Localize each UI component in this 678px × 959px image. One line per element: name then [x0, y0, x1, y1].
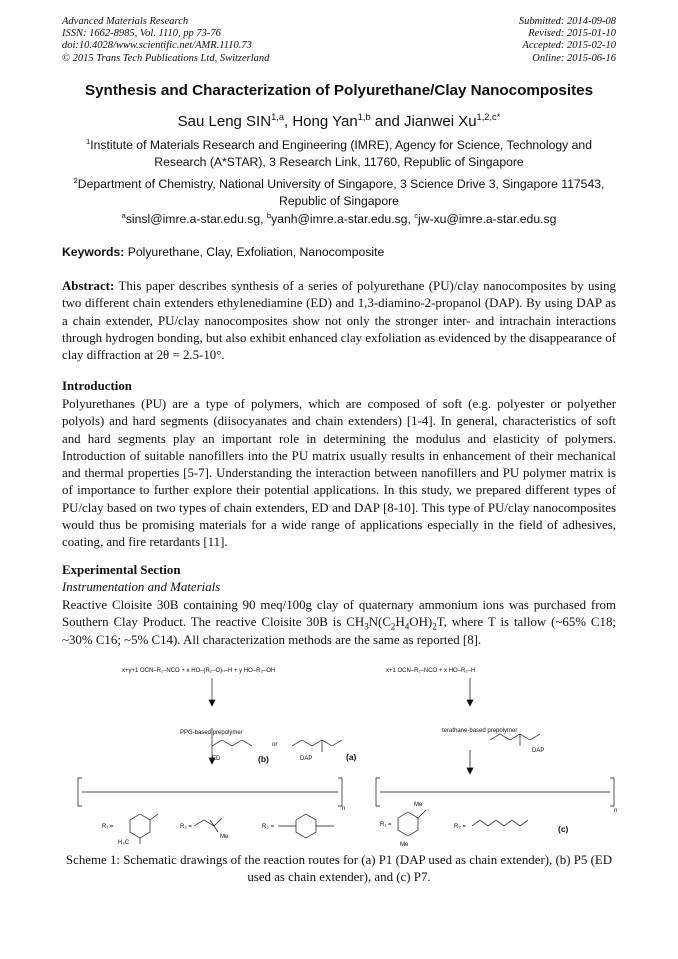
- reaction-scheme: [62, 660, 616, 848]
- revised-date: Revised: 2015-01-10: [528, 28, 616, 40]
- keywords: [62, 245, 616, 259]
- email-line: [62, 211, 616, 228]
- issn: ISSN: 1662-8985, Vol. 1110, pp 73-76: [62, 28, 221, 40]
- bracket-right: [338, 778, 342, 806]
- abstract-label: Abstract:: [62, 279, 115, 293]
- r2-fragment: [194, 818, 222, 826]
- substituent-bond: [150, 814, 158, 820]
- journal-name: Advanced Materials Research: [62, 16, 189, 27]
- author-sup: 1,b: [357, 112, 371, 122]
- benzene-ring: [130, 814, 150, 838]
- author-list: [0, 113, 678, 130]
- bracket-right: [610, 778, 614, 806]
- r2-label: R₂ =: [180, 824, 192, 830]
- author-name: Sau Leng SIN: [177, 113, 272, 130]
- author-name: Jianwei Xu: [404, 113, 477, 130]
- keywords-label: Keywords:: [62, 245, 125, 259]
- email-sup: a: [121, 210, 126, 220]
- me-label: Me: [414, 802, 423, 808]
- author-separator: and: [370, 113, 404, 130]
- email-separator: ,: [260, 212, 267, 226]
- dap-label-right: DAP: [532, 748, 545, 754]
- label-c: (c): [558, 824, 569, 834]
- affiliation-2: [62, 176, 616, 209]
- section-heading-introduction: Introduction: [62, 379, 132, 393]
- text-run: T, where T is tallow (~65% C18; ~30% C16; ~5% C14). All characterization methods are the same as reported [8].: [62, 615, 616, 647]
- affiliation-text: Department of Chemistry, National University of Singapore, 3 Science Drive 3, Singapore 117543, Republic of Singapore: [77, 177, 605, 208]
- cyclohexane-ring: [296, 814, 316, 838]
- repeat-n: n: [614, 808, 618, 814]
- email-link[interactable]: jw-xu@imre.a-star.edu.sg: [418, 212, 557, 226]
- left-reactants: x+y+1 OCN–R₁–NCO + x HO–(R₂–O)ₙ–H + y HO–R₃–OH: [122, 668, 276, 674]
- ed-structure: [212, 740, 252, 746]
- substituent-bond: [418, 810, 426, 818]
- affiliation-sup: 2: [73, 175, 78, 185]
- subscript: 3: [364, 621, 369, 632]
- text-run: H: [395, 615, 405, 630]
- text-run: OH): [409, 615, 433, 630]
- repeat-n: n: [342, 806, 346, 812]
- arrow-head: [467, 700, 473, 706]
- author-separator: ,: [284, 113, 293, 130]
- copyright: © 2015 Trans Tech Publications Ltd, Switzerland: [62, 52, 270, 64]
- affiliation-text: Institute of Materials Research and Engineering (IMRE), Agency for Science, Technology and Research (A*STAR), 3 Research Link, 11760, Republic of Singapore: [90, 138, 592, 169]
- section-heading-experimental: Experimental Section: [62, 563, 181, 577]
- r2-chain-right: [472, 820, 528, 826]
- accepted-date: Accepted: 2015-02-10: [522, 40, 616, 52]
- or-label: or: [272, 742, 278, 748]
- ppg-prepolymer-label: PPG-based prepolymer: [180, 730, 243, 736]
- substituent-bond: [210, 820, 218, 832]
- arrow-head: [467, 768, 473, 774]
- bracket-left: [78, 778, 82, 806]
- author-name: Hong Yan: [292, 113, 358, 130]
- submitted-date: Submitted: 2014-09-08: [518, 16, 616, 27]
- online-date: Online: 2015-06-16: [532, 52, 616, 64]
- right-reactants: x+1 OCN–R₁–NCO + x HO–R₂–H: [386, 668, 476, 674]
- subscript: 2: [390, 621, 396, 632]
- author-sup: 1,2,c*: [476, 112, 501, 122]
- doi: doi:10.4028/www.scientific.net/AMR.1110.73: [62, 40, 252, 52]
- dap-structure-right: [490, 734, 540, 740]
- r2-label-right: R₂ =: [454, 824, 466, 830]
- author-sup: 1,a: [271, 112, 284, 122]
- me-label: Me: [220, 834, 229, 840]
- ed-label: ED: [212, 756, 221, 762]
- me-label: Me: [400, 842, 409, 848]
- affiliation-1: [62, 137, 616, 170]
- email-link[interactable]: yanh@imre.a-star.edu.sg: [271, 212, 408, 226]
- email-sup: c: [414, 210, 419, 220]
- r3-label: R₃ =: [262, 824, 274, 830]
- dap-structure: [292, 740, 342, 746]
- dap-label: DAP: [300, 756, 313, 762]
- r1-label: R₁ =: [102, 824, 114, 830]
- introduction-text: Polyurethanes (PU) are a type of polymers, which are composed of soft (e.g. polyester or polyether polyols) and hard segments (diisocyanates and chain extenders) [1-4]. In general, characteristics of soft and hard segments play an important role in determining the modulus and elasticity of polymers. Introduction of suitable nanofillers into the PU matrix usually results in enhancement of their mechanical and thermal properties [5-7]. Understanding the interaction between nanofillers and PU polymer matrix is of importance to further explore their potential applications. In this study, we prepared different types of PU/clay based on two types of chain extenders, ED and DAP [8-10]. This type of PU/clay nanocomposites would thus be promising materials for a wide range of applications especially in the field of adhesives, coating, and fire retardants [11].: [62, 397, 616, 550]
- label-b: (b): [258, 754, 269, 764]
- r1-label-right: R₁ =: [380, 822, 392, 828]
- keywords-text: Polyurethane, Clay, Exfoliation, Nanocomposite: [127, 245, 385, 259]
- paper-title: Synthesis and Characterization of Polyurethane/Clay Nanocomposites: [84, 82, 594, 99]
- abstract: [62, 278, 616, 364]
- email-sup: b: [266, 210, 272, 220]
- text-run: Reactive Cloisite 30B containing 90 meq/100g clay of quaternary ammonium ions was purchased from Southern Clay Product. The reactive Cloisite 30B is CH: [62, 598, 616, 630]
- abstract-text: This paper describes synthesis of a series of polyurethane (PU)/clay nanocomposites by using two different chain extenders ethylenediamine (ED) and 1,3-diamino-2-propanol (DAP). By using DAP as a chain extender, PU/clay nanocomposites show not only the stronger inter- and intrachain interactions through hydrogen bonding, but also exhibit enhanced clay exfoliation as evidenced by the disappearance of clay diffraction at 2θ = 2.5-10°.: [62, 279, 616, 363]
- arrow-head: [209, 700, 215, 706]
- h3c-label: H₃C: [118, 840, 130, 846]
- scheme-caption: Scheme 1: Schematic drawings of the reaction routes for (a) P1 (DAP used as chain extender), (b) P5 (ED used as chain extender), and (c) P7.: [65, 853, 613, 884]
- email-separator: ,: [407, 212, 415, 226]
- label-a: (a): [346, 752, 357, 762]
- affiliation-sup: 1: [86, 136, 91, 146]
- journal-header-left: [62, 16, 269, 65]
- text-run: N(C: [368, 615, 391, 630]
- journal-header-right: [519, 16, 616, 65]
- subsection-heading: Instrumentation and Materials: [62, 580, 221, 594]
- experimental-text: [62, 597, 616, 649]
- terathane-prepolymer-label: terathane-based prepolymer: [442, 728, 518, 734]
- email-link[interactable]: sinsl@imre.a-star.edu.sg: [125, 212, 261, 226]
- cyclohexane-ring-right: [398, 812, 418, 836]
- subscript: 4: [404, 621, 410, 632]
- bracket-left: [376, 778, 380, 806]
- subscript: 2: [432, 621, 437, 632]
